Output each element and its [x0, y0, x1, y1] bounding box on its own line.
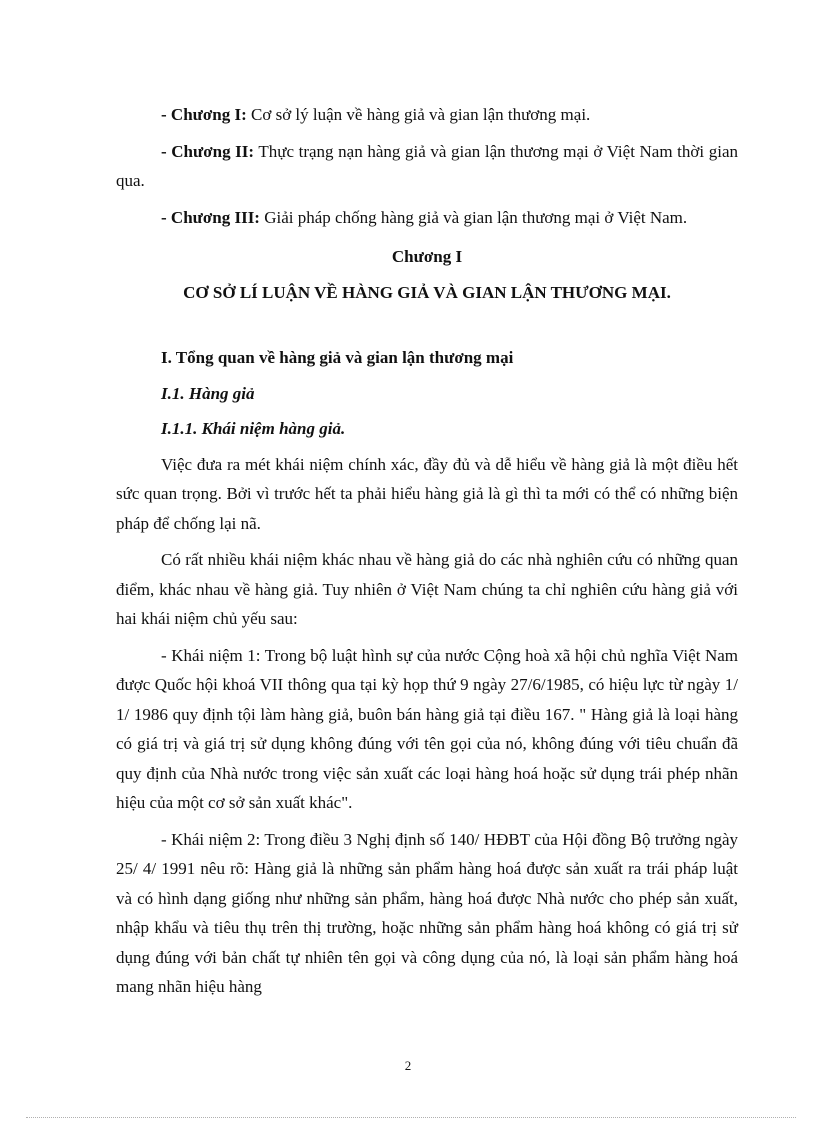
section-heading: I. Tổng quan về hàng giả và gian lận thương mại: [161, 348, 514, 367]
outline-text: Giải pháp chống hàng giả và gian lận thương mại ở Việt Nam.: [259, 207, 688, 227]
page-number: 2: [404, 1058, 412, 1073]
outline-label: - Chương II:: [161, 141, 255, 161]
page-body: [116, 100, 738, 1009]
outline-text: Cơ sở lý luận về hàng giả và gian lận thương mại.: [246, 105, 591, 124]
footer-divider: [26, 1117, 796, 1118]
paragraph-overview: Có rất nhiều khái niệm khác nhau về hàng giả do các nhà nghiên cứu có những quan điểm, khác nhau về hàng giả. Tuy nhiên ở Việt Nam chúng ta chỉ nghiên cứu hàng giả với hai khái niệm chủ yếu sau:: [116, 550, 738, 628]
paragraph-concept-1: - Khái niệm 1: Trong bộ luật hình sự của nước Cộng hoà xã hội chủ nghĩa Việt Nam được Quốc hội khoá VII thông qua tại kỳ họp thứ 9 ngày 27/6/1985, có hiệu lực từ ngày 1/ 1/ 1986 quy định tội làm hàng giả, buôn bán hàng giả tại điều 167. " Hàng giả là loại hàng có giá trị và giá trị sử dụng không đúng với tên gọi của nó, không đúng với tiêu chuẩn đã quy định của Nhà nước trong việc sản xuất các loại hàng hoá hoặc sử dụng trái phép nhãn hiệu của một cơ sở sản xuất khác".: [116, 645, 738, 812]
chapter-number: Chương I: [391, 247, 463, 266]
subsubsection-heading: I.1.1. Khái niệm hàng giả.: [161, 419, 346, 438]
outline-text: Thực trạng nạn hàng giả và gian lận thương mại ở Việt Nam thời gian qua.: [116, 141, 738, 190]
outline-item-chapter-1: [116, 100, 738, 130]
subsection-heading: I.1. Hàng giả: [161, 383, 255, 403]
outline-label: - Chương I:: [161, 105, 247, 124]
paragraph-intro: Việc đưa ra mét khái niệm chính xác, đầy đủ và dễ hiểu về hàng giả là một điều hết sức quan trọng. Bởi vì trước hết ta phải hiểu hàng giả là gì thì ta mới có thể có những biện pháp để chống lại nã.: [116, 454, 738, 533]
outline-label: - Chương III:: [161, 207, 260, 227]
outline-item-chapter-3: [116, 203, 738, 233]
chapter-title: CƠ SỞ LÍ LUẬN VỀ HÀNG GIẢ VÀ GIAN LẬN THƯƠNG MẠI.: [183, 282, 671, 302]
outline-item-chapter-2: [116, 137, 738, 196]
paragraph-concept-2: - Khái niệm 2: Trong điều 3 Nghị định số 140/ HĐBT của Hội đồng Bộ trưởng ngày 25/ 4/ 1991 nêu rõ: Hàng giả là những sản phẩm hàng hoá được sản xuất ra trái pháp luật và có hình dạng giống như những sản phẩm, hàng hoá được Nhà nước cho phép sản xuất, nhập khẩu và tiêu thụ trên thị trường, hoặc những sản phẩm hàng hoá không có giá trị sử dụng đúng với bản chất tự nhiên tên gọi và công dụng của nó, là loại sản phẩm hàng hoá mang nhãn hiệu hàng: [116, 829, 738, 996]
